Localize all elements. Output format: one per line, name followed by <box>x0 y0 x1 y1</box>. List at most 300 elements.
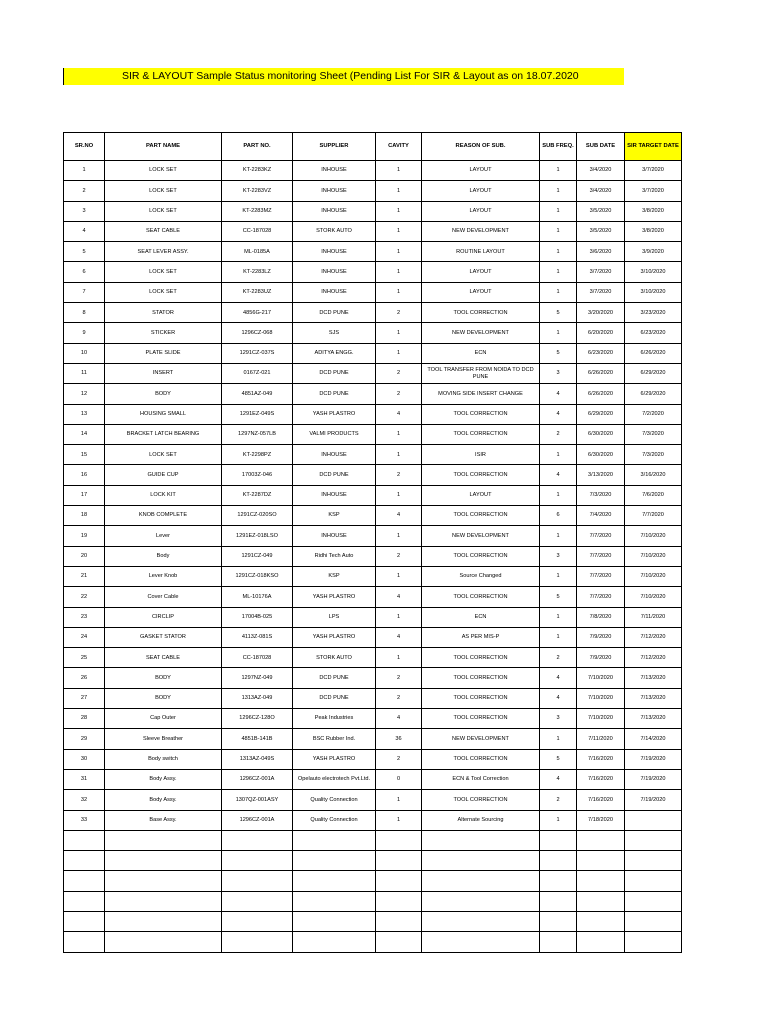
sub-date-cell: 7/9/2020 <box>577 648 625 668</box>
reason-cell: TOOL CORRECTION <box>422 668 540 688</box>
sr-no-cell: 22 <box>64 587 105 607</box>
sub-freq-cell: 1 <box>540 607 577 627</box>
header-sir-target-date: SIR TARGET DATE <box>625 133 682 161</box>
table-row <box>64 262 682 282</box>
sub-date-cell: 7/16/2020 <box>577 790 625 810</box>
sub-freq-cell: 4 <box>540 465 577 485</box>
table-row <box>64 363 682 383</box>
sub-freq-cell: 1 <box>540 201 577 221</box>
supplier-cell: INHOUSE <box>293 181 376 201</box>
empty-cell <box>376 871 422 891</box>
sub-freq-cell: 6 <box>540 506 577 526</box>
sub-freq-cell: 5 <box>540 303 577 323</box>
sr-no-cell: 7 <box>64 282 105 302</box>
table-row <box>64 506 682 526</box>
part-no-cell: 0167Z-021 <box>222 363 293 383</box>
empty-cell <box>625 891 682 911</box>
sub-freq-cell: 1 <box>540 323 577 343</box>
sub-freq-cell: 1 <box>540 282 577 302</box>
sub-freq-cell: 1 <box>540 810 577 830</box>
part-name-cell: BODY <box>105 688 222 708</box>
cavity-cell: 1 <box>376 566 422 586</box>
empty-cell <box>293 911 376 931</box>
reason-cell: TOOL CORRECTION <box>422 506 540 526</box>
part-no-cell: CC-187028 <box>222 648 293 668</box>
empty-row <box>64 871 682 891</box>
sr-no-cell: 24 <box>64 627 105 647</box>
supplier-cell: KSP <box>293 566 376 586</box>
empty-cell <box>105 871 222 891</box>
cavity-cell: 1 <box>376 181 422 201</box>
empty-cell <box>376 932 422 952</box>
reason-cell: TOOL CORRECTION <box>422 790 540 810</box>
cavity-cell: 1 <box>376 262 422 282</box>
reason-cell: TOOL CORRECTION <box>422 648 540 668</box>
part-no-cell: 1307QZ-001ASY <box>222 790 293 810</box>
target-date-cell: 3/16/2020 <box>625 465 682 485</box>
table-row <box>64 566 682 586</box>
part-name-cell: LOCK SET <box>105 445 222 465</box>
empty-cell <box>64 851 105 871</box>
supplier-cell: DCD PUNE <box>293 363 376 383</box>
part-no-cell: 4113Z-081S <box>222 627 293 647</box>
sr-no-cell: 8 <box>64 303 105 323</box>
reason-cell: NEW DEVELOPMENT <box>422 221 540 241</box>
reason-cell: NEW DEVELOPMENT <box>422 729 540 749</box>
target-date-cell: 7/14/2020 <box>625 729 682 749</box>
reason-cell: TOOL CORRECTION <box>422 688 540 708</box>
supplier-cell: STORK AUTO <box>293 648 376 668</box>
sub-freq-cell: 5 <box>540 749 577 769</box>
cavity-cell: 4 <box>376 506 422 526</box>
supplier-cell: SJS <box>293 323 376 343</box>
supplier-cell: INHOUSE <box>293 526 376 546</box>
supplier-cell: YASH PLASTRO <box>293 749 376 769</box>
empty-cell <box>625 830 682 850</box>
table-row <box>64 810 682 830</box>
sub-date-cell: 7/8/2020 <box>577 607 625 627</box>
part-no-cell: 1291EZ-018LSO <box>222 526 293 546</box>
sub-date-cell: 6/29/2020 <box>577 404 625 424</box>
table-row <box>64 303 682 323</box>
part-no-cell: 1296CZ-001A <box>222 769 293 789</box>
sub-freq-cell: 3 <box>540 546 577 566</box>
cavity-cell: 1 <box>376 161 422 181</box>
sub-date-cell: 6/30/2020 <box>577 424 625 444</box>
empty-cell <box>540 830 577 850</box>
empty-cell <box>293 891 376 911</box>
sub-date-cell: 7/7/2020 <box>577 526 625 546</box>
sub-date-cell: 7/10/2020 <box>577 709 625 729</box>
sr-no-cell: 9 <box>64 323 105 343</box>
table-row <box>64 709 682 729</box>
empty-cell <box>540 932 577 952</box>
empty-cell <box>222 851 293 871</box>
target-date-cell: 7/3/2020 <box>625 424 682 444</box>
sr-no-cell: 31 <box>64 769 105 789</box>
header-sr-no: SR.NO <box>64 133 105 161</box>
part-no-cell: 1291CZ-037S <box>222 343 293 363</box>
header-sub-freq: SUB FREQ. <box>540 133 577 161</box>
sr-no-cell: 11 <box>64 363 105 383</box>
empty-cell <box>64 911 105 931</box>
part-no-cell: 1291CZ-018KSO <box>222 566 293 586</box>
reason-cell: TOOL CORRECTION <box>422 404 540 424</box>
target-date-cell: 7/3/2020 <box>625 445 682 465</box>
empty-cell <box>577 911 625 931</box>
sub-freq-cell: 1 <box>540 181 577 201</box>
part-name-cell: SEAT CABLE <box>105 221 222 241</box>
sub-date-cell: 7/10/2020 <box>577 668 625 688</box>
sub-date-cell: 6/23/2020 <box>577 343 625 363</box>
target-date-cell: 7/6/2020 <box>625 485 682 505</box>
part-name-cell: SEAT LEVER ASSY. <box>105 242 222 262</box>
supplier-cell: INHOUSE <box>293 445 376 465</box>
target-date-cell: 7/2/2020 <box>625 404 682 424</box>
table-row <box>64 587 682 607</box>
supplier-cell: STORK AUTO <box>293 221 376 241</box>
header-cavity: CAVITY <box>376 133 422 161</box>
reason-cell: ISIR <box>422 445 540 465</box>
part-name-cell: Lever Knob <box>105 566 222 586</box>
sub-freq-cell: 1 <box>540 262 577 282</box>
empty-cell <box>64 932 105 952</box>
part-no-cell: 1313AZ-049S <box>222 749 293 769</box>
part-no-cell: 17003Z-046 <box>222 465 293 485</box>
cavity-cell: 4 <box>376 587 422 607</box>
sub-freq-cell: 4 <box>540 668 577 688</box>
part-no-cell: 1291CZ-049 <box>222 546 293 566</box>
sub-date-cell: 7/4/2020 <box>577 506 625 526</box>
part-name-cell: GUIDE CUP <box>105 465 222 485</box>
table-row <box>64 790 682 810</box>
target-date-cell: 6/26/2020 <box>625 343 682 363</box>
empty-cell <box>293 830 376 850</box>
cavity-cell: 1 <box>376 221 422 241</box>
empty-cell <box>222 871 293 891</box>
reason-cell: Alternate Sourcing <box>422 810 540 830</box>
cavity-cell: 2 <box>376 749 422 769</box>
part-no-cell: CC-187028 <box>222 221 293 241</box>
table-row <box>64 546 682 566</box>
target-date-cell: 3/7/2020 <box>625 181 682 201</box>
cavity-cell: 1 <box>376 648 422 668</box>
supplier-cell: Peak Industries <box>293 709 376 729</box>
sr-no-cell: 1 <box>64 161 105 181</box>
empty-row <box>64 830 682 850</box>
sub-freq-cell: 1 <box>540 627 577 647</box>
part-no-cell: KT-2283KZ <box>222 161 293 181</box>
sr-no-cell: 13 <box>64 404 105 424</box>
table-row <box>64 323 682 343</box>
header-part-name: PART NAME <box>105 133 222 161</box>
sr-no-cell: 17 <box>64 485 105 505</box>
cavity-cell: 1 <box>376 445 422 465</box>
part-name-cell: LOCK SET <box>105 262 222 282</box>
empty-cell <box>376 891 422 911</box>
cavity-cell: 2 <box>376 688 422 708</box>
target-date-cell: 7/10/2020 <box>625 587 682 607</box>
part-no-cell: 1296CZ-001A <box>222 810 293 830</box>
supplier-cell: Opelauto electrotech Pvt.Ltd. <box>293 769 376 789</box>
empty-cell <box>577 932 625 952</box>
table-row <box>64 201 682 221</box>
part-no-cell: KT-2287DZ <box>222 485 293 505</box>
empty-cell <box>105 891 222 911</box>
supplier-cell: INHOUSE <box>293 161 376 181</box>
sub-freq-cell: 1 <box>540 729 577 749</box>
sub-freq-cell: 1 <box>540 566 577 586</box>
reason-cell: TOOL TRANSFER FROM NOIDA TO DCD PUNE <box>422 363 540 383</box>
part-name-cell: SEAT CABLE <box>105 648 222 668</box>
sr-no-cell: 6 <box>64 262 105 282</box>
table-row <box>64 384 682 404</box>
cavity-cell: 2 <box>376 363 422 383</box>
title-banner <box>63 68 624 85</box>
part-name-cell: Body <box>105 546 222 566</box>
empty-row <box>64 851 682 871</box>
reason-cell: LAYOUT <box>422 485 540 505</box>
part-no-cell: ML-10176A <box>222 587 293 607</box>
sr-no-cell: 5 <box>64 242 105 262</box>
sub-date-cell: 3/20/2020 <box>577 303 625 323</box>
empty-cell <box>577 830 625 850</box>
part-name-cell: STICKER <box>105 323 222 343</box>
sub-freq-cell: 1 <box>540 526 577 546</box>
sr-no-cell: 21 <box>64 566 105 586</box>
sub-freq-cell: 4 <box>540 384 577 404</box>
empty-cell <box>293 932 376 952</box>
empty-cell <box>222 911 293 931</box>
reason-cell: TOOL CORRECTION <box>422 465 540 485</box>
sr-no-cell: 18 <box>64 506 105 526</box>
supplier-cell: Quality Connection <box>293 810 376 830</box>
sr-no-cell: 23 <box>64 607 105 627</box>
part-name-cell: INSERT <box>105 363 222 383</box>
empty-cell <box>577 871 625 891</box>
sub-freq-cell: 1 <box>540 485 577 505</box>
sr-no-cell: 32 <box>64 790 105 810</box>
sub-date-cell: 7/7/2020 <box>577 587 625 607</box>
empty-row <box>64 891 682 911</box>
header-supplier: SUPPLIER <box>293 133 376 161</box>
supplier-cell: DCD PUNE <box>293 384 376 404</box>
cavity-cell: 1 <box>376 526 422 546</box>
cavity-cell: 1 <box>376 607 422 627</box>
reason-cell: AS PER MIS-P <box>422 627 540 647</box>
cavity-cell: 2 <box>376 668 422 688</box>
empty-cell <box>422 932 540 952</box>
sub-freq-cell: 2 <box>540 790 577 810</box>
sr-no-cell: 27 <box>64 688 105 708</box>
sub-freq-cell: 1 <box>540 221 577 241</box>
table-row <box>64 221 682 241</box>
part-name-cell: LOCK SET <box>105 161 222 181</box>
sr-no-cell: 16 <box>64 465 105 485</box>
empty-cell <box>64 871 105 891</box>
target-date-cell: 7/19/2020 <box>625 790 682 810</box>
sr-no-cell: 12 <box>64 384 105 404</box>
cavity-cell: 2 <box>376 546 422 566</box>
target-date-cell: 7/10/2020 <box>625 526 682 546</box>
sub-date-cell: 7/7/2020 <box>577 566 625 586</box>
sub-date-cell: 3/4/2020 <box>577 161 625 181</box>
empty-cell <box>540 891 577 911</box>
part-name-cell: BODY <box>105 384 222 404</box>
empty-cell <box>540 911 577 931</box>
sr-no-cell: 29 <box>64 729 105 749</box>
empty-cell <box>577 891 625 911</box>
sub-freq-cell: 4 <box>540 404 577 424</box>
sub-date-cell: 7/3/2020 <box>577 485 625 505</box>
table-row <box>64 769 682 789</box>
sr-no-cell: 25 <box>64 648 105 668</box>
sr-no-cell: 30 <box>64 749 105 769</box>
table-row <box>64 343 682 363</box>
part-no-cell: 4851AZ-049 <box>222 384 293 404</box>
empty-cell <box>105 911 222 931</box>
target-date-cell: 7/10/2020 <box>625 566 682 586</box>
supplier-cell: Quality Connection <box>293 790 376 810</box>
sub-date-cell: 6/30/2020 <box>577 445 625 465</box>
empty-cell <box>422 851 540 871</box>
target-date-cell: 6/29/2020 <box>625 363 682 383</box>
reason-cell: NEW DEVELOPMENT <box>422 323 540 343</box>
reason-cell: LAYOUT <box>422 181 540 201</box>
target-date-cell <box>625 810 682 830</box>
sub-date-cell: 7/18/2020 <box>577 810 625 830</box>
part-name-cell: PLATE SLIDE <box>105 343 222 363</box>
sub-date-cell: 6/26/2020 <box>577 363 625 383</box>
part-name-cell: BODY <box>105 668 222 688</box>
part-no-cell: 1291CZ-020SO <box>222 506 293 526</box>
empty-cell <box>540 851 577 871</box>
supplier-cell: ADITYA ENGG. <box>293 343 376 363</box>
sub-date-cell: 3/4/2020 <box>577 181 625 201</box>
target-date-cell: 3/9/2020 <box>625 242 682 262</box>
empty-cell <box>105 830 222 850</box>
part-name-cell: GASKET STATOR <box>105 627 222 647</box>
part-no-cell: 1297NZ-057LB <box>222 424 293 444</box>
table-row <box>64 445 682 465</box>
table-row <box>64 161 682 181</box>
cavity-cell: 2 <box>376 303 422 323</box>
cavity-cell: 1 <box>376 790 422 810</box>
part-no-cell: 1296CZ-068 <box>222 323 293 343</box>
reason-cell: TOOL CORRECTION <box>422 546 540 566</box>
cavity-cell: 1 <box>376 242 422 262</box>
cavity-cell: 2 <box>376 384 422 404</box>
sr-no-cell: 3 <box>64 201 105 221</box>
target-date-cell: 3/10/2020 <box>625 282 682 302</box>
reason-cell: ROUTINE LAYOUT <box>422 242 540 262</box>
cavity-cell: 1 <box>376 282 422 302</box>
reason-cell: TOOL CORRECTION <box>422 424 540 444</box>
sub-date-cell: 6/20/2020 <box>577 323 625 343</box>
reason-cell: TOOL CORRECTION <box>422 587 540 607</box>
sub-date-cell: 7/9/2020 <box>577 627 625 647</box>
supplier-cell: INHOUSE <box>293 485 376 505</box>
part-no-cell: KT-2298PZ <box>222 445 293 465</box>
cavity-cell: 4 <box>376 627 422 647</box>
table-row <box>64 688 682 708</box>
empty-row <box>64 932 682 952</box>
supplier-cell: DCD PUNE <box>293 668 376 688</box>
part-no-cell: 1296CZ-128O <box>222 709 293 729</box>
sr-no-cell: 14 <box>64 424 105 444</box>
part-name-cell: Body Assy. <box>105 790 222 810</box>
sub-freq-cell: 1 <box>540 242 577 262</box>
reason-cell: TOOL CORRECTION <box>422 303 540 323</box>
part-no-cell: KT-2283UZ <box>222 282 293 302</box>
supplier-cell: YASH PLASTRO <box>293 627 376 647</box>
cavity-cell: 0 <box>376 769 422 789</box>
part-name-cell: LOCK SET <box>105 181 222 201</box>
table-row <box>64 404 682 424</box>
cavity-cell: 1 <box>376 485 422 505</box>
table-row <box>64 424 682 444</box>
sub-freq-cell: 2 <box>540 424 577 444</box>
target-date-cell: 7/19/2020 <box>625 769 682 789</box>
supplier-cell: INHOUSE <box>293 201 376 221</box>
header-row <box>64 133 682 161</box>
sr-no-cell: 26 <box>64 668 105 688</box>
empty-cell <box>376 851 422 871</box>
target-date-cell: 3/10/2020 <box>625 262 682 282</box>
supplier-cell: KSP <box>293 506 376 526</box>
cavity-cell: 1 <box>376 201 422 221</box>
table-row <box>64 282 682 302</box>
target-date-cell: 3/7/2020 <box>625 161 682 181</box>
empty-cell <box>293 871 376 891</box>
sub-date-cell: 7/7/2020 <box>577 546 625 566</box>
part-name-cell: Cover Cable <box>105 587 222 607</box>
sub-freq-cell: 1 <box>540 161 577 181</box>
table-row <box>64 668 682 688</box>
sub-date-cell: 7/10/2020 <box>577 688 625 708</box>
cavity-cell: 4 <box>376 404 422 424</box>
empty-cell <box>64 830 105 850</box>
supplier-cell: INHOUSE <box>293 262 376 282</box>
sub-freq-cell: 5 <box>540 343 577 363</box>
supplier-cell: Ridhi Tech Auto <box>293 546 376 566</box>
target-date-cell: 7/13/2020 <box>625 668 682 688</box>
supplier-cell: VALMI PRODUCTS <box>293 424 376 444</box>
sr-no-cell: 15 <box>64 445 105 465</box>
reason-cell: TOOL CORRECTION <box>422 709 540 729</box>
supplier-cell: BSC Rubber Ind. <box>293 729 376 749</box>
table-row <box>64 648 682 668</box>
supplier-cell: YASH PLASTRO <box>293 404 376 424</box>
target-date-cell: 7/13/2020 <box>625 688 682 708</box>
part-name-cell: Body Assy. <box>105 769 222 789</box>
part-name-cell: BRACKET LATCH BEARING <box>105 424 222 444</box>
target-date-cell: 6/29/2020 <box>625 384 682 404</box>
reason-cell: LAYOUT <box>422 262 540 282</box>
empty-cell <box>625 911 682 931</box>
sub-freq-cell: 3 <box>540 363 577 383</box>
reason-cell: NEW DEVELOPMENT <box>422 526 540 546</box>
cavity-cell: 1 <box>376 810 422 830</box>
target-date-cell: 3/8/2020 <box>625 201 682 221</box>
part-no-cell: 4851B-141B <box>222 729 293 749</box>
part-no-cell: ML-0185A <box>222 242 293 262</box>
part-name-cell: Sleeve Breather <box>105 729 222 749</box>
supplier-cell: DCD PUNE <box>293 303 376 323</box>
empty-cell <box>222 932 293 952</box>
supplier-cell: DCD PUNE <box>293 688 376 708</box>
supplier-cell: YASH PLASTRO <box>293 587 376 607</box>
